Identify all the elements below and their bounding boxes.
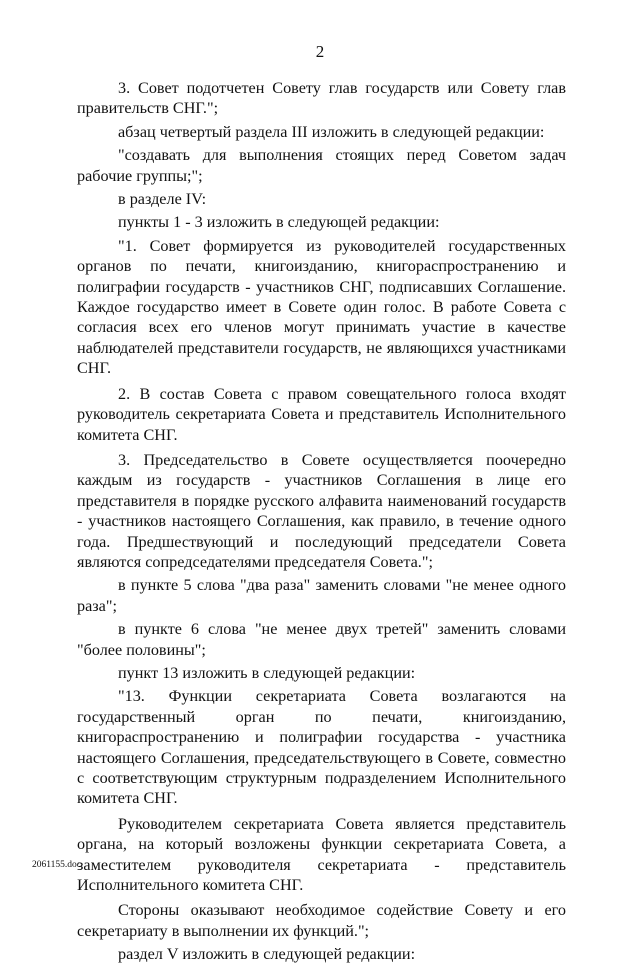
paragraph-10: в пункте 6 слова "не менее двух третей" заменить словами "более половины"; [77,620,566,659]
paragraph-5: пункты 1 - 3 изложить в следующей редакции: [118,213,440,232]
document-body [77,78,566,965]
paragraph-11: пункт 13 изложить в следующей редакции: [118,663,416,682]
paragraph-14: Стороны оказывают необходимое содействие Совету и его секретариату в выполнении их функций."; [77,901,566,940]
paragraph-13: Руководителем секретариата Совета является представитель органа, на который возложены функции секретариата Совета, а заместителем руководителя секретариата - представитель Исполнительного комитета СНГ. [77,814,566,895]
footer-file-name: 2061155.doc [32,860,81,870]
paragraph-4: в разделе IV: [118,190,207,209]
paragraph-2: абзац четвертый раздела III изложить в следующей редакции: [118,122,545,141]
paragraph-12: "13. Функции секретариата Совета возлагаются на государственный орган по печати, книгоизданию, книгораспространению и полиграфии государства - участника настоящего Соглашения, председательствующего в Совете, совместно с соответствующим структурным подразделением Исполнительного комитета СНГ. [77,687,566,808]
paragraph-7: 2. В состав Совета с правом совещательного голоса входят руководитель секретариата Совета и представитель Исполнительного комитета СНГ. [77,384,566,444]
page-number: 2 [315,42,325,61]
paragraph-9: в пункте 5 слова "два раза" заменить словами "не менее одного раза"; [77,576,566,615]
paragraph-3: "создавать для выполнения стоящих перед Советом задач рабочие группы;"; [77,146,566,185]
paragraph-15: раздел V изложить в следующей редакции: [118,945,416,964]
paragraph-8: 3. Председательство в Совете осуществляется поочередно каждым из государств - участников Соглашения в лице его представителя в порядке русского алфавита наименований государств - участников настоящего Соглашения, как правило, в течение одного года. Предшествующий и последующий председатели Совета являются сопредседателями председателя Совета."; [77,450,566,571]
paragraph-6: "1. Совет формируется из руководителей государственных органов по печати, книгоизданию, книгораспространению и полиграфии государств - участников СНГ, подписавших Соглашение. Каждое государство имеет в Совете один голос. В работе Совета с согласия всех его членов могут принимать участие в качестве наблюдателей представители государств, не являющихся участниками СНГ. [77,236,566,378]
paragraph-1: 3. Совет подотчетен Совету глав государств или Совету глав правительств СНГ."; [77,79,566,118]
